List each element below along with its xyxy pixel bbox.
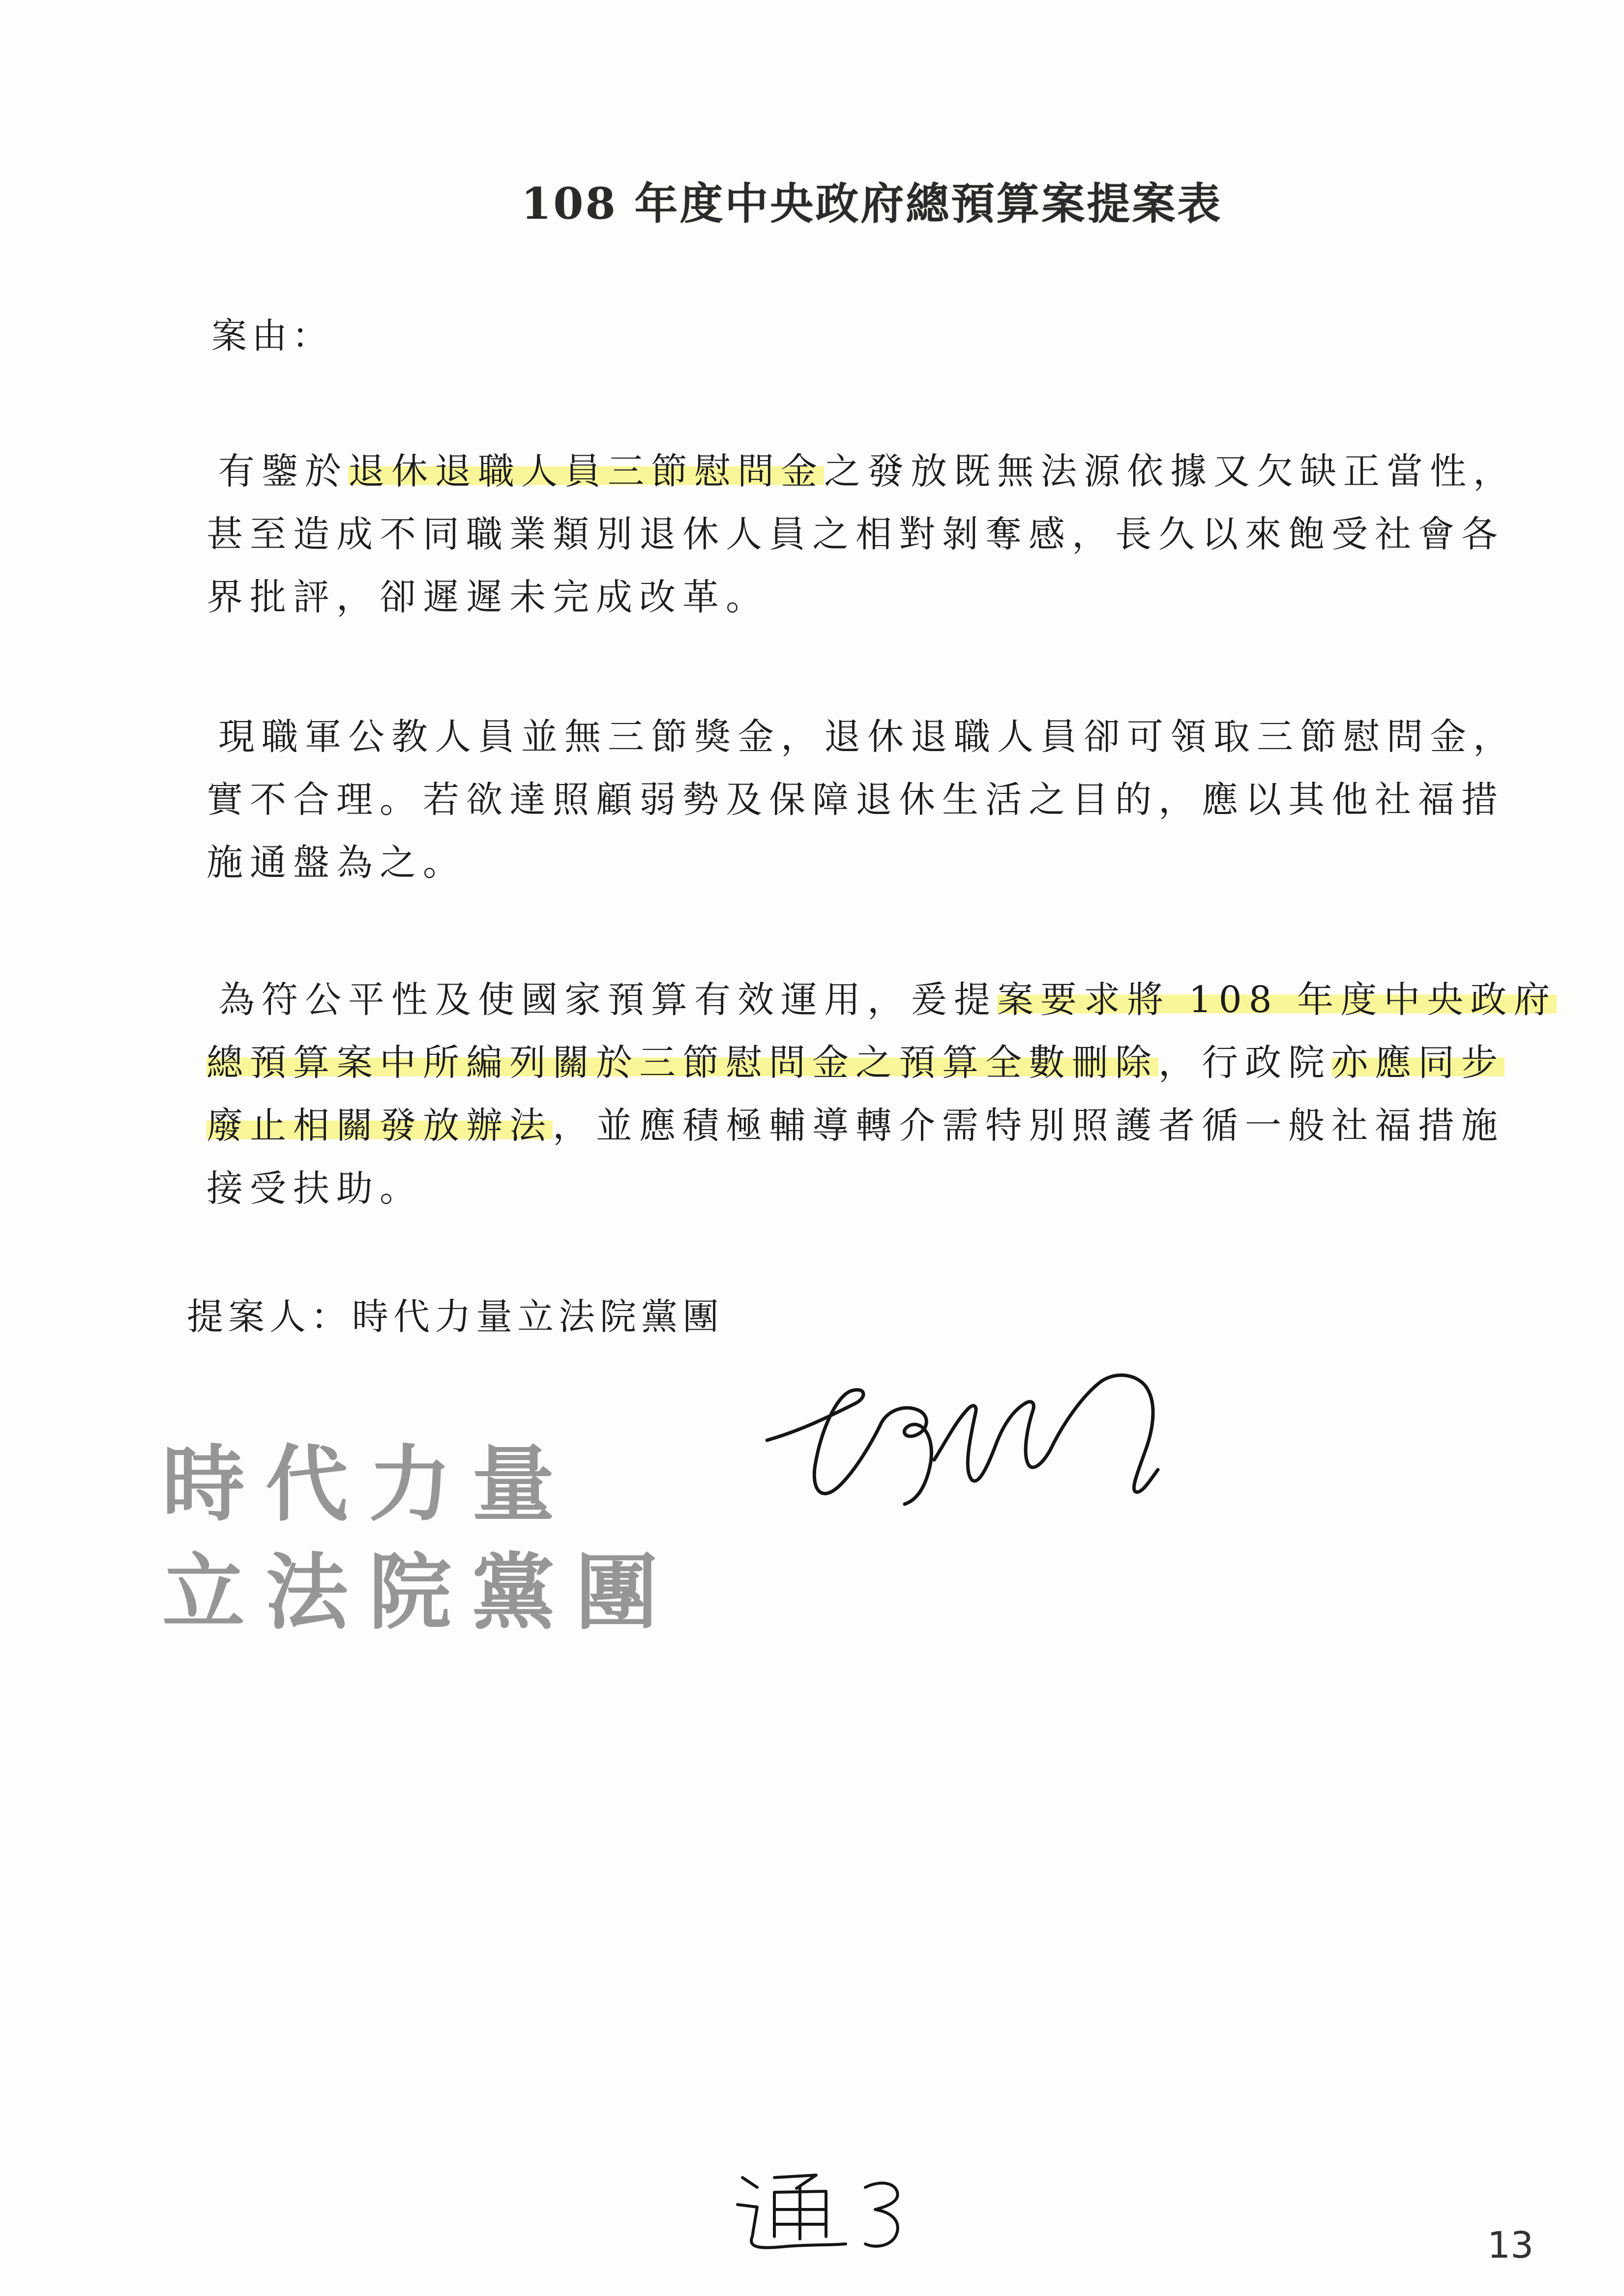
paragraph-line: 界批評，卻遲遲未完成改革。 — [207, 576, 769, 618]
section-label: 案由： — [211, 315, 333, 356]
highlighted-text: 退休退職人員三節慰問金 — [348, 450, 824, 493]
stamp-line: 時代力量 — [162, 1436, 575, 1533]
text-run: ，行政院 — [1158, 1042, 1331, 1084]
paragraph-line: 甚至造成不同職業類別退休人員之相對剝奪感，長久以來飽受社會各 — [207, 513, 1505, 555]
highlighted-text: 總預算案中所編列關於三節慰問金之預算全數刪除 — [207, 1042, 1158, 1084]
highlighted-text: 案要求將 108 年度中央政府 — [997, 979, 1557, 1021]
highlighted-text: 廢止相關發放辦法 — [207, 1104, 553, 1147]
highlighted-text: 亦應同步 — [1331, 1042, 1505, 1084]
paragraph-line: 接受扶助。 — [207, 1167, 423, 1210]
text-run: ，並應積極輔導轉介需特別照護者循一般社福措施 — [553, 1104, 1505, 1147]
handwritten-note — [728, 2158, 934, 2256]
paragraph-line — [207, 1031, 1534, 1094]
paragraph-3 — [207, 968, 1557, 1220]
paragraph-line — [207, 1094, 1534, 1157]
paragraph-2 — [207, 705, 1534, 894]
proposer-line: 提案人：時代力量立法院黨團 — [187, 1296, 724, 1338]
text-run: 為符公平性及使國家預算有效運用，爰提 — [218, 979, 997, 1021]
text-run: 有鑒於 — [218, 450, 348, 493]
paragraph-line — [207, 968, 1557, 1031]
stamp-line: 立法院黨團 — [162, 1544, 679, 1641]
text-run: 之發放既無法源依據又欠缺正當性， — [824, 450, 1516, 493]
paragraph-line: 實不合理。若欲達照顧弱勢及保障退休生活之目的，應以其他社福措 — [207, 779, 1505, 821]
handwritten-signature — [757, 1357, 1219, 1524]
paragraph-1 — [207, 440, 1534, 629]
paragraph-line: 現職軍公教人員並無三節獎金，退休退職人員卻可領取三節慰問金， — [218, 716, 1516, 758]
paragraph-line: 施通盤為之。 — [207, 842, 466, 884]
document-title: 108 年度中央政府總預算案提案表 — [521, 178, 1223, 229]
page-number: 13 — [1487, 2224, 1534, 2267]
party-caucus-stamp — [162, 1430, 679, 1657]
paragraph-line — [207, 440, 1534, 503]
